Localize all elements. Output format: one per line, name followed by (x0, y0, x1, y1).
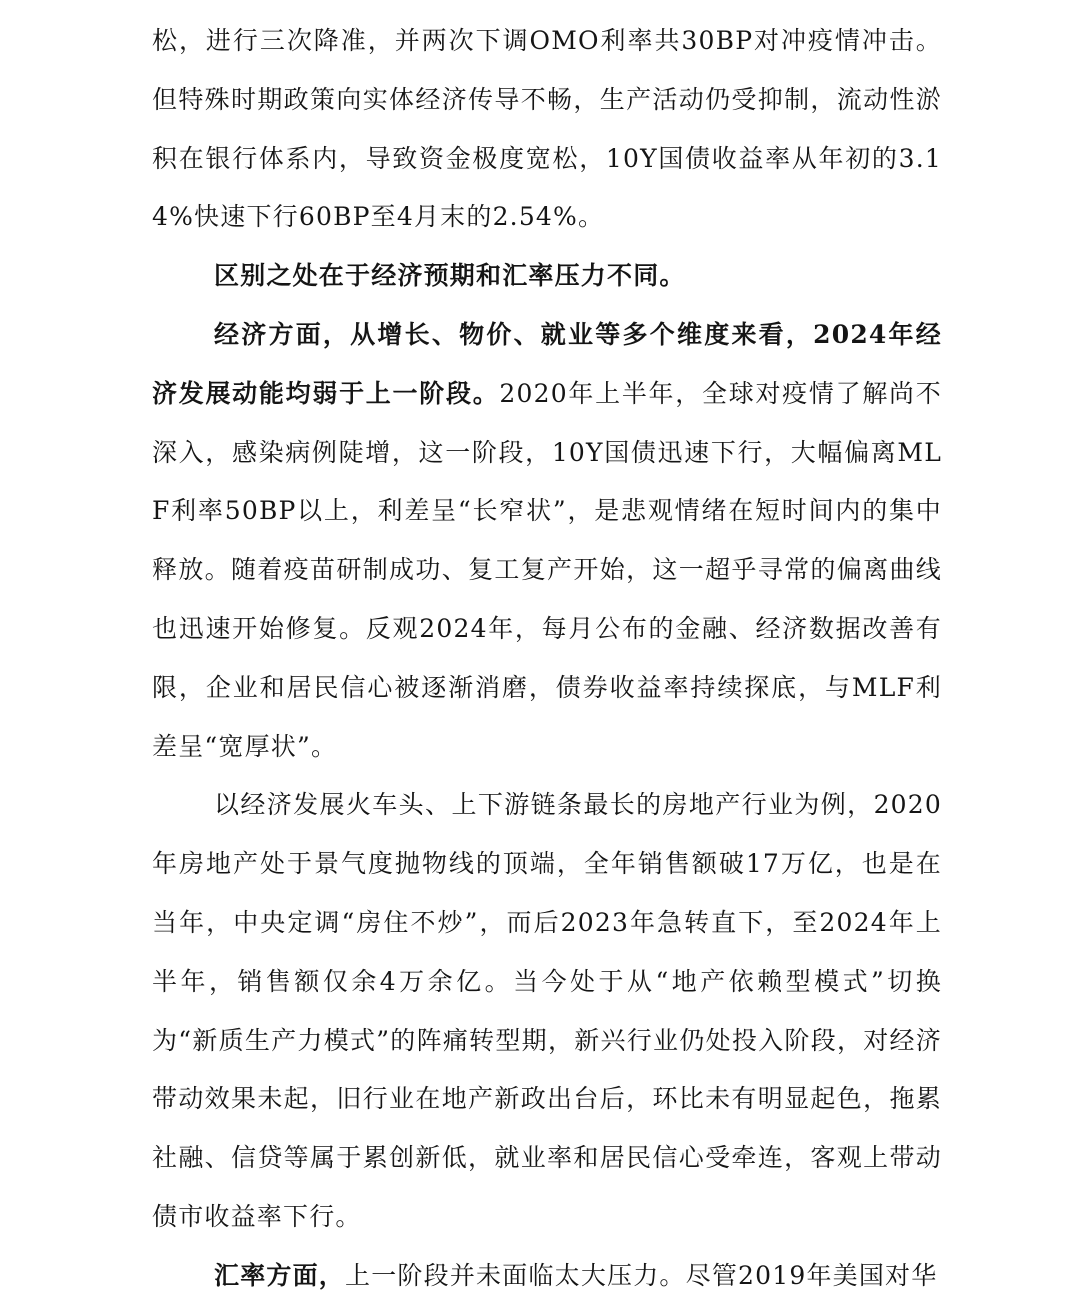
paragraph-real-estate (152, 776, 942, 1246)
paragraph-text: 2020年上半年，全球对疫情了解尚不深入，感染病例陡增，这一阶段，10Y国债迅速下行，大幅偏离MLF利率50BP以上，利差呈“长窄状”，是悲观情绪在短时间内的集中释放。随着疫苗研制成功、复工复产开始，这一超乎寻常的偏离曲线也迅速开始修复。反观2024年，每月公布的金融、经济数据改善有限，企业和居民信心被逐渐消磨，债券收益率持续探底，与MLF利差呈“宽厚状”。 (152, 378, 942, 761)
paragraph-text: 以经济发展火车头、上下游链条最长的房地产行业为例，2020年房地产处于景气度抛物线的顶端，全年销售额破17万亿，也是在当年，中央定调“房住不炒”，而后2023年急转直下，至2024年上半年，销售额仅余4万余亿。当今处于从“地产依赖型模式”切换为“新质生产力模式”的阵痛转型期，新兴行业仍处投入阶段，对经济带动效果未起，旧行业在地产新政出台后，环比未有明显起色，拖累社融、信贷等属于累创新低，就业率和居民信心受牵连，客观上带动债市收益率下行。 (152, 790, 942, 1231)
document-page (152, 12, 942, 1306)
paragraph-text: 松，进行三次降准，并两次下调OMO利率共30BP对冲疫情冲击。但特殊时期政策向实体经济传导不畅，生产活动仍受抑制，流动性淤积在银行体系内，导致资金极度宽松，10Y国债收益率从年初的3.14%快速下行60BP至4月末的2.54%。 (152, 26, 942, 232)
paragraph-bold-lead: 区别之处在于经济预期和汇率压力不同。 (214, 261, 686, 291)
paragraph-heading-difference (152, 247, 942, 306)
paragraph-economy (152, 306, 942, 776)
paragraph-text: 上一阶段并未面临太大压力。尽管2019年美国对华 (345, 1260, 938, 1290)
paragraph-exchange-rate (152, 1247, 942, 1306)
paragraph-continuation (152, 12, 942, 247)
paragraph-bold-lead: 汇率方面， (214, 1260, 346, 1290)
paragraph-bold-lead: 经济方面，从增长、物价、就业等多个维度来看，2024年经济发展动能均弱于上一阶段。 (152, 319, 942, 408)
